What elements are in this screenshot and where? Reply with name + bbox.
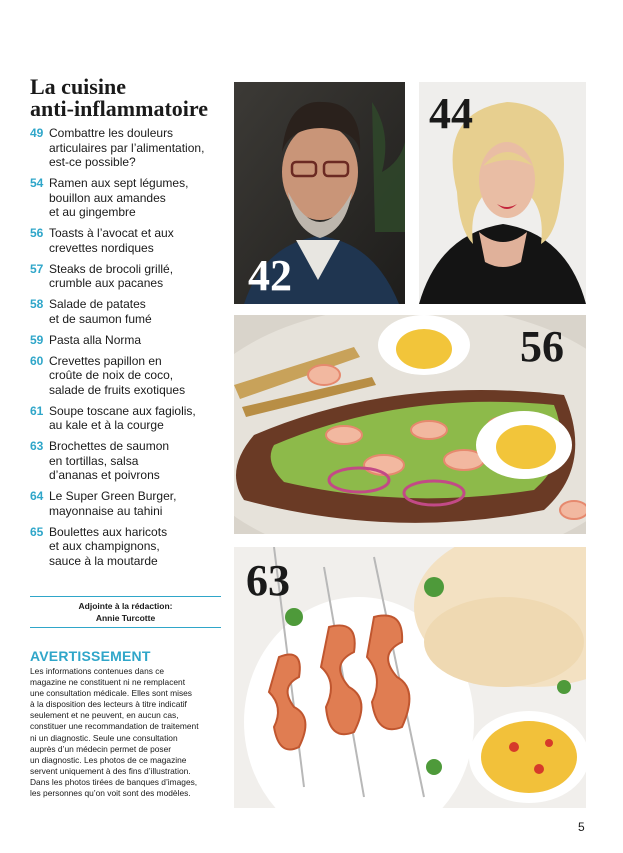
page-number-56: 56 xyxy=(520,322,564,371)
toc-item-text: Boulettes aux haricots et aux champignons, sauce à la moutarde xyxy=(49,524,168,568)
toc-page-number: 49 xyxy=(30,126,44,140)
page-number-42: 42 xyxy=(248,251,292,300)
toc-item[interactable] xyxy=(30,489,222,518)
toc-page-number: 57 xyxy=(30,261,44,276)
toc-item[interactable] xyxy=(30,439,222,483)
toc-item-text: Combattre les douleurs articulaires par l’alimentation, est-ce possible? xyxy=(49,126,205,169)
toc-item-text: Crevettes papillon en croûte de noix de coco, salade de fruits exotiques xyxy=(49,353,186,397)
toc-page-number: 65 xyxy=(30,524,44,539)
toc-item[interactable] xyxy=(30,226,222,255)
toc-page-number: 61 xyxy=(30,403,44,418)
page-number-44: 44 xyxy=(429,89,473,138)
credit-role: Adjointe à la rédaction: xyxy=(78,601,173,611)
toc-list xyxy=(30,126,222,568)
photo-man-portrait[interactable] xyxy=(234,82,405,304)
toc-item[interactable] xyxy=(30,262,222,291)
toc-page-number: 64 xyxy=(30,489,44,503)
toc-item[interactable] xyxy=(30,333,222,348)
table-of-contents xyxy=(30,76,222,575)
page-number-63: 63 xyxy=(246,556,290,605)
toc-item[interactable] xyxy=(30,176,222,220)
toc-item-text: Le Super Green Burger, mayonnaise au tahini xyxy=(49,489,177,518)
toc-item[interactable] xyxy=(30,297,222,326)
toc-item-text: Brochettes de saumon en tortillas, salsa d’ananas et poivrons xyxy=(49,439,170,482)
toc-item-text: Pasta alla Norma xyxy=(49,332,142,347)
credit-name: Annie Turcotte xyxy=(95,613,156,623)
toc-item[interactable] xyxy=(30,126,222,170)
toc-item-text: Toasts à l’avocat et aux crevettes nordiques xyxy=(49,226,174,255)
toc-item-text: Salade de patates et de saumon fumé xyxy=(49,297,152,326)
toc-item[interactable] xyxy=(30,354,222,398)
toc-page-number: 56 xyxy=(30,226,44,240)
disclaimer xyxy=(30,648,226,799)
photo-salmon-skewers[interactable] xyxy=(234,547,586,808)
toc-page-number: 60 xyxy=(30,353,44,368)
disclaimer-body: Les informations contenues dans ce magazine ne constituent ni ne remplacent une consultation médicale. Elles sont mises à la disposition des lecteurs à titre indicatif seulement et ne peuvent, en aucun cas, constituer une recommandation de traitement ni un diagnostic. Seule une consultation auprès d’un médecin permet de poser un diagnostic. Les photos de ce magazine servent uniquement à des fins d’illustration. Dans les photos tirées de banques d’images, les personnes qu’on voit sont des modèles. xyxy=(30,666,199,799)
section-title: La cuisine anti-inflammatoire xyxy=(30,74,209,121)
toc-page-number: 54 xyxy=(30,176,44,190)
toc-page-number: 59 xyxy=(30,332,44,347)
toc-item[interactable] xyxy=(30,404,222,433)
toc-item-text: Steaks de brocoli grillé, crumble aux pacanes xyxy=(49,261,174,290)
disclaimer-title: AVERTISSEMENT xyxy=(30,648,151,664)
toc-item-text: Soupe toscane aux fagiolis, au kale et à la courge xyxy=(49,403,196,432)
photo-shrimp-toast[interactable] xyxy=(234,315,586,534)
editorial-credit xyxy=(30,596,221,628)
page-folio: 5 xyxy=(578,820,585,834)
toc-page-number: 58 xyxy=(30,297,44,311)
toc-item-text: Ramen aux sept légumes, bouillon aux amandes et au gingembre xyxy=(49,176,189,219)
toc-item[interactable] xyxy=(30,525,222,569)
photo-woman-portrait[interactable] xyxy=(419,82,586,304)
toc-page-number: 63 xyxy=(30,439,44,453)
